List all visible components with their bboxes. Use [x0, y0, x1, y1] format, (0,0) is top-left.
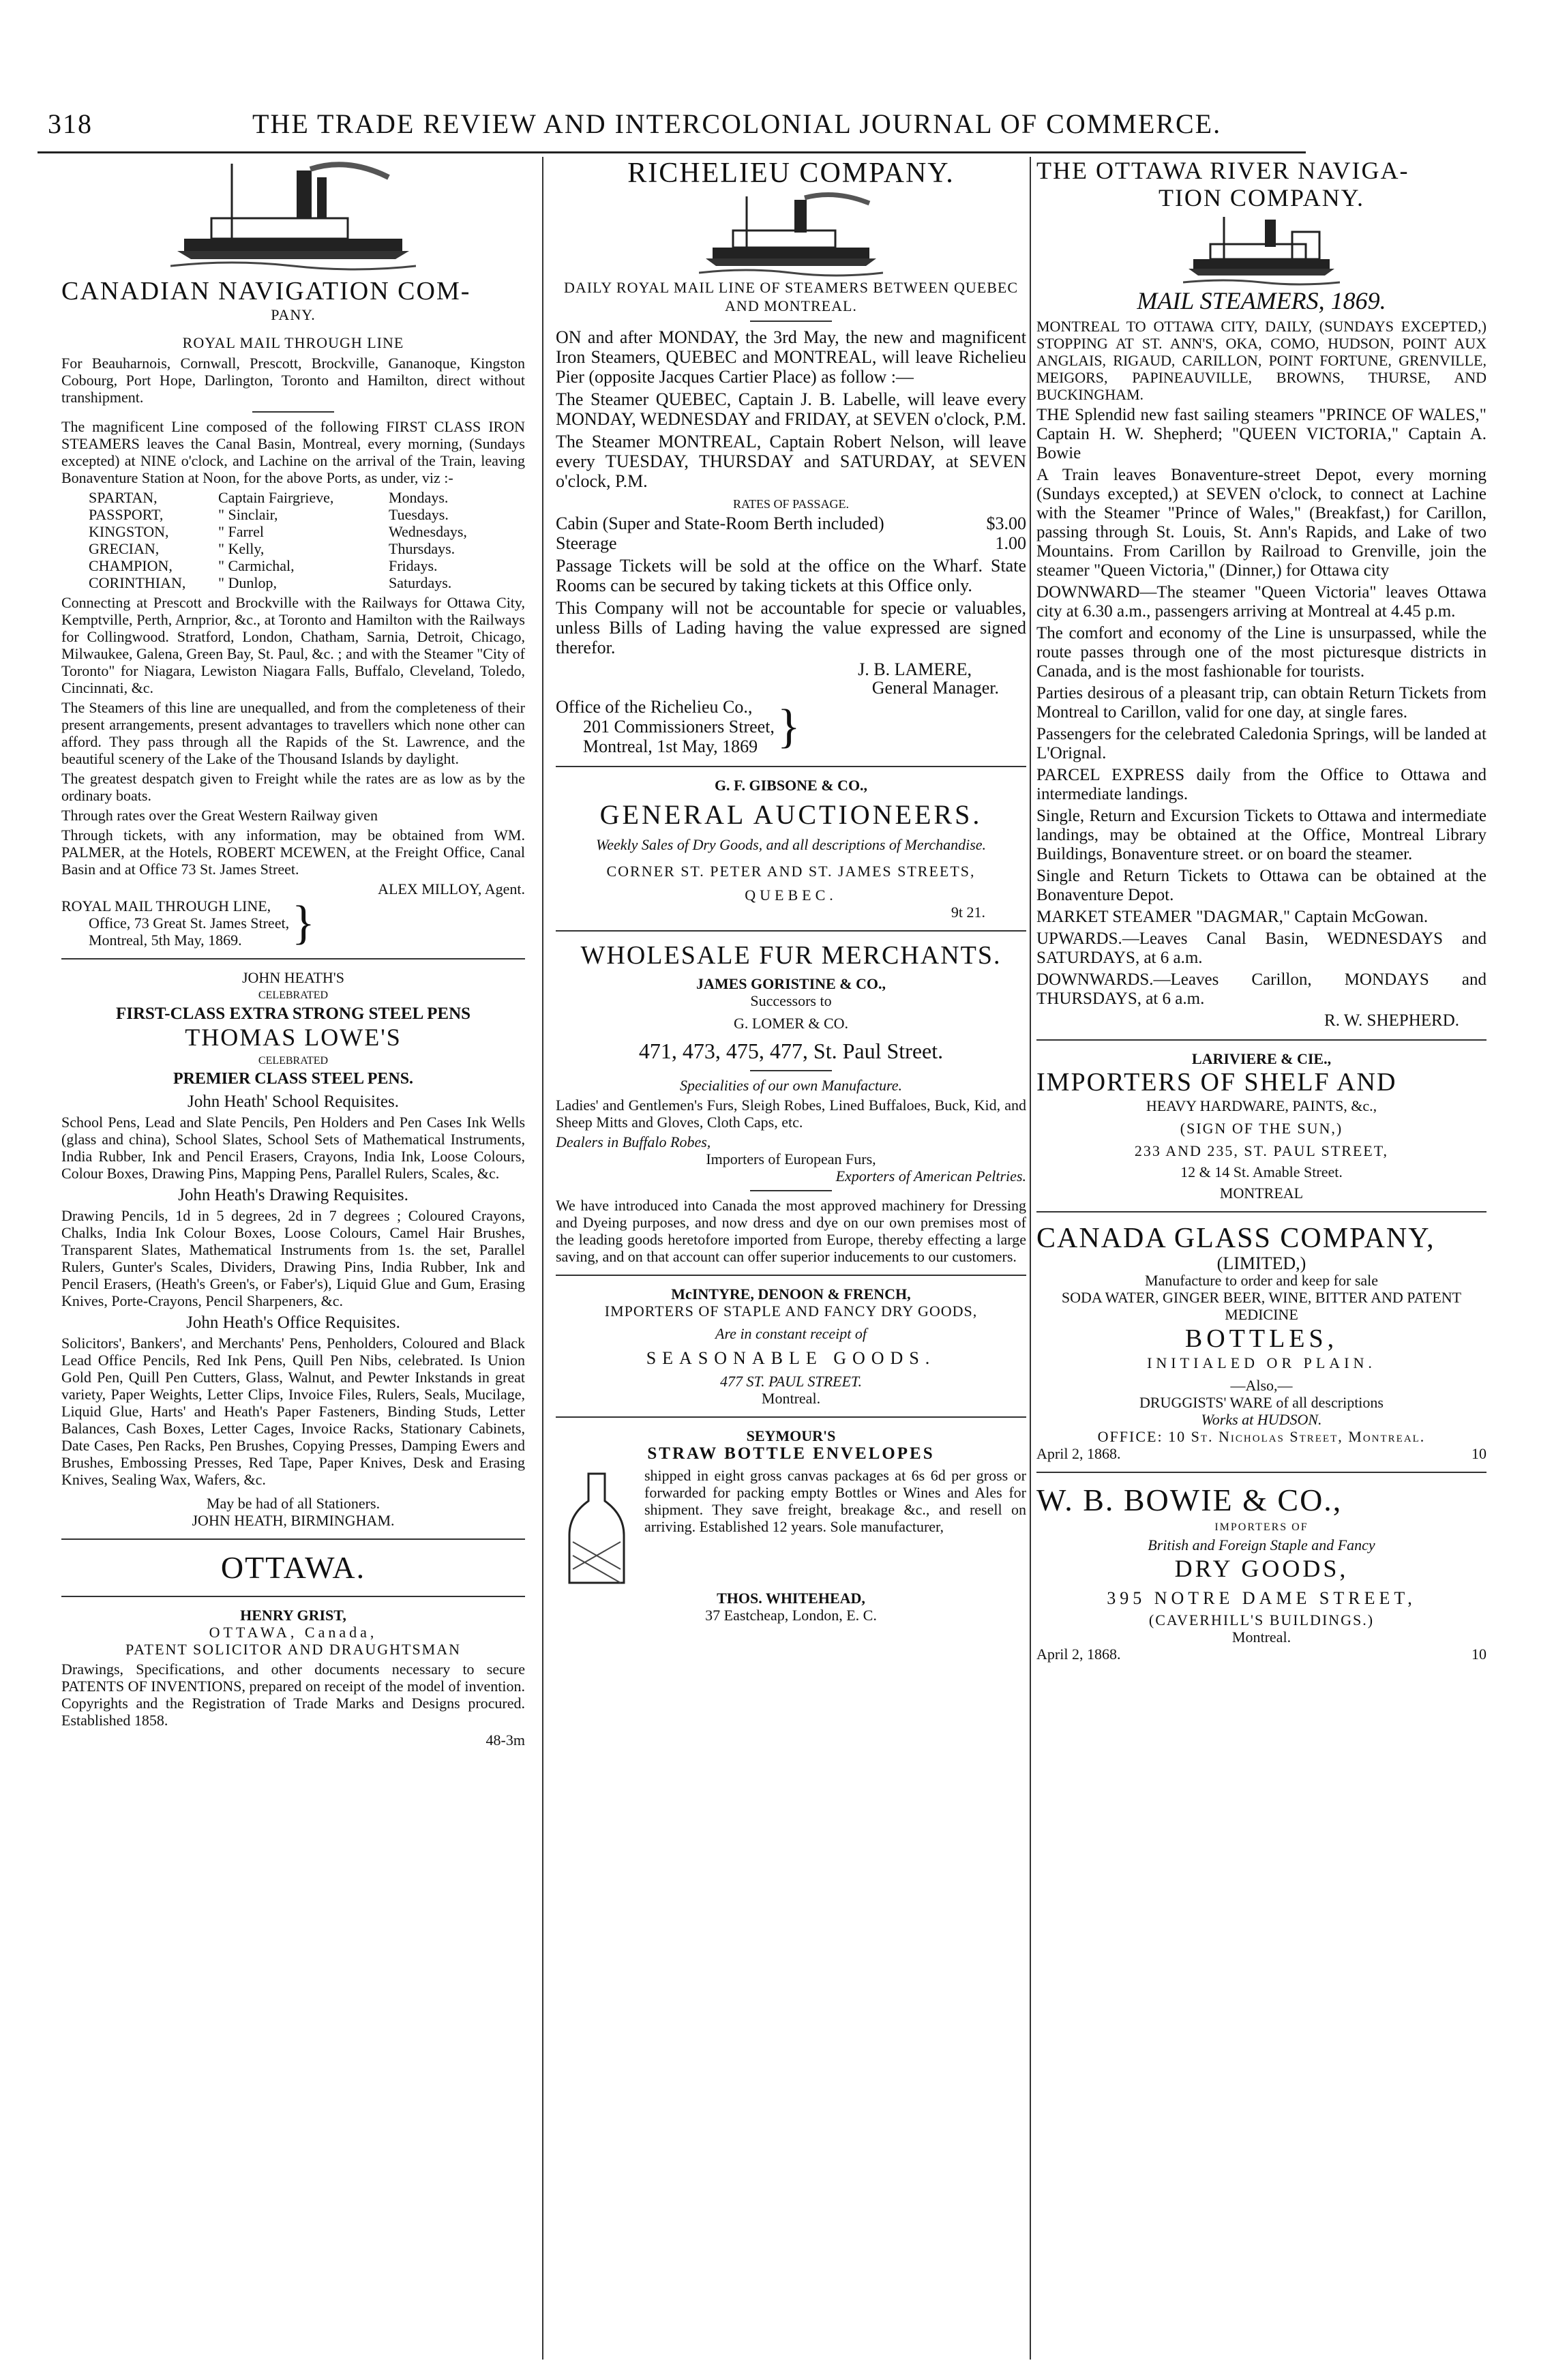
- grist-name: HENRY GRIST,: [240, 1607, 346, 1624]
- steamer-row: KINGSTON, " Farrel Wednesdays,: [89, 523, 467, 540]
- richelieu-sub: DAILY ROYAL MAIL LINE OF STEAMERS BETWEEN QUEBEC AND MONTREAL.: [563, 279, 1019, 314]
- fur-successors: Successors to: [750, 992, 832, 1009]
- ottawa-river-p1: THE Splendid new fast sailing steamers "PRINCE OF WALES," Captain H. W. Shepherd; "QUEEN VICTORIA," Captain A. Bowie: [1036, 406, 1486, 462]
- bowie-address: 395 NOTRE DAME STREET,: [1107, 1588, 1416, 1608]
- heath-address: JOHN HEATH, BIRMINGHAM.: [192, 1512, 395, 1529]
- glass-ware: DRUGGISTS' WARE of all descriptions: [1139, 1394, 1384, 1411]
- bowie-date: April 2, 1868.: [1036, 1646, 1121, 1663]
- ottawa-river-p5: Parties desirous of a pleasant trip, can obtain Return Tickets from Montreal to Carillon, valid for one day, at single fares.: [1036, 684, 1486, 722]
- ottawa-river-p6: Passengers for the celebrated Caledonia Springs, will be landed at L'Orignal.: [1036, 725, 1486, 762]
- section-rule: [556, 1275, 1026, 1276]
- seymour-text: shipped in eight gross canvas packages at 6s 6d per gross or forwarded for packing empty Bottles or Wines and Ales for shipment. They save freight, breakage &c., and resell on arriving. Established 12 years. Sole manufacturer,: [644, 1467, 1026, 1535]
- ottawa-river-p12: DOWNWARDS.—Leaves Carillon, MONDAYS and THURSDAYS, at 6 a.m.: [1036, 970, 1486, 1008]
- fur-goods: Ladies' and Gentlemen's Furs, Sleigh Robes, Lined Buffaloes, Buck, Kid, and Sheep Mitts and Gloves, Cloth Caps, etc.: [556, 1097, 1026, 1131]
- lariviere-sign: (SIGN OF THE SUN,): [1180, 1120, 1343, 1137]
- bowie-goods: DRY GOODS,: [1174, 1555, 1349, 1582]
- fur-importers: Importers of European Furs,: [706, 1150, 876, 1167]
- section-rule: [61, 1538, 525, 1540]
- heath-drawing-heading: John Heath's Drawing Requisites.: [178, 1186, 408, 1204]
- richelieu-p2: The Steamer QUEBEC, Captain J. B. Labelle, will leave every MONDAY, WEDNESDAY and FRIDAY, at SEVEN o'clock, P.M.: [556, 389, 1026, 429]
- short-rule: [750, 321, 832, 322]
- glass-office: OFFICE: 10 St. Nicholas Street, Montreal.: [1097, 1428, 1426, 1445]
- lariviere-firm: LARIVIERE & CIE.,: [1191, 1050, 1332, 1067]
- column-divider-2: [1030, 157, 1031, 2360]
- steamer-row: PASSPORT, " Sinclair, Tuesdays.: [89, 506, 449, 523]
- running-head: [48, 102, 1330, 143]
- rate-row-steerage: Steerage 1.00: [556, 533, 1026, 553]
- grist-trade: PATENT SOLICITOR AND DRAUGHTSMAN: [125, 1641, 462, 1658]
- heath-stationers: May be had of all Stationers.: [206, 1495, 380, 1512]
- section-rule: [556, 930, 1026, 932]
- canadian-signature: ALEX MILLOY, Agent.: [378, 880, 525, 897]
- rate-row-cabin: Cabin (Super and State-Room Berth included) $3.00: [556, 514, 1026, 533]
- grist-place: OTTAWA, Canada,: [209, 1624, 378, 1641]
- lariviere-title: IMPORTERS OF SHELF AND: [1036, 1068, 1397, 1097]
- glass-title: CANADA GLASS COMPANY,: [1036, 1223, 1435, 1254]
- ottawa-river-p4: The comfort and economy of the Line is unsurpassed, while the route passes through one of the most picturesque districts in Canada, and is the most fashionable for tourists.: [1036, 624, 1486, 681]
- mcintyre-name: McINTYRE, DENOON & FRENCH,: [671, 1285, 911, 1303]
- gibsone-ref: 9t 21.: [951, 904, 985, 921]
- bowie-building: (CAVERHILL'S BUILDINGS.): [1148, 1611, 1375, 1628]
- canadian-connecting: Connecting at Prescott and Brockville with the Railways for Ottawa City, Kemptville, Perth, Arnprior, &c., at Toronto and Hamilton with the Railways for Collingwood. Stratford, London, Chatham, Sarnia, Detroit, Chicago, Milwaukee, Galena, Green Bay, St. Paul, &c. ; and with the Steamer "City of Toronto" for Niagara, Lewiston Niagara Falls, Buffalo, Cleveland, Toledo, Cincinnati, &c.: [61, 594, 525, 696]
- glass-ref: 10: [1471, 1445, 1486, 1462]
- mcintyre-trade: IMPORTERS OF STAPLE AND FANCY DRY GOODS,: [604, 1303, 978, 1320]
- steamer-row: GRECIAN, " Kelly, Thursdays.: [89, 540, 455, 557]
- gibsone-sub: Weekly Sales of Dry Goods, and all descriptions of Merchandise.: [595, 836, 987, 853]
- ottawa-river-p3: DOWNWARD—The steamer "Queen Victoria" leaves Ottawa city at 6.30 a.m., passengers arriving at Montreal at 4.45 p.m.: [1036, 583, 1486, 621]
- canadian-through-rates: Through rates over the Great Western Railway given: [61, 807, 378, 824]
- seymour-body: [556, 1467, 1026, 1535]
- fur-previous: G. LOMER & CO.: [733, 1015, 849, 1032]
- steamer-row: SPARTAN, Captain Fairgrieve, Mondays.: [89, 489, 449, 506]
- ottawa-river-p2: A Train leaves Bonaventure-street Depot, every morning (Sundays excepted,) at SEVEN o'clock, to connect at Lachine with the Steamer "Prince of Wales," (Breakfast,) for Carillon, passing through St. Louis, St. Ann's Rapids, and Lake of two Mountains. From Carillon by Railroad to Grenville, join the steamer "Queen Victoria," (Dinner,) for Ottawa city: [1036, 466, 1486, 580]
- section-rule: [1036, 1472, 1486, 1473]
- canadian-steamers-text: The Steamers of this line are unequalled, and from the completeness of their present arrangements, present advantages to travellers which none other can afford. They pass through all the Rapids of the St. Lawrence, and the beautiful scenery of the Lake of the Thousand Islands by daylight.: [61, 699, 525, 767]
- richelieu-p3: The Steamer MONTREAL, Captain Robert Nelson, will leave every TUESDAY, THURSDAY and SATURDAY, at SEVEN o'clock, P.M.: [556, 432, 1026, 491]
- journal-title: THE TRADE REVIEW AND INTERCOLONIAL JOURNAL OF COMMERCE.: [252, 108, 1222, 139]
- fur-text: We have introduced into Canada the most approved machinery for Dressing and Dyeing purposes, and now dress and dye on our own premises most of the leading goods heretofore imported from Europe, thereby effecting a large saving, and on that account can offer superior inducements to our customers.: [556, 1197, 1026, 1265]
- canadian-title: CANADIAN NAVIGATION COM-: [61, 277, 471, 306]
- column-1: [61, 157, 525, 2360]
- gibsone-addr: CORNER ST. PETER AND ST. JAMES STREETS,: [606, 863, 976, 880]
- fur-firm: JAMES GORISTINE & CO.,: [696, 975, 886, 992]
- fur-exporters: Exporters of American Peltries.: [835, 1167, 1026, 1185]
- glass-date-row: [1036, 1445, 1486, 1462]
- canadian-subtitle: ROYAL MAIL THROUGH LINE: [182, 334, 404, 351]
- seymour-address: 37 Eastcheap, London, E. C.: [705, 1607, 877, 1624]
- ottawa-river-p7: PARCEL EXPRESS daily from the Office to Ottawa and intermediate landings.: [1036, 766, 1486, 803]
- lowe-pens: PREMIER CLASS STEEL PENS.: [173, 1070, 414, 1088]
- richelieu-office: Office of the Richelieu Co., 201 Commissioners Street, Montreal, 1st May, 1869 }: [556, 697, 801, 756]
- canadian-intro: The magnificent Line composed of the following FIRST CLASS IRON STEAMERS leaves the Canal Basin, Montreal, every morning, (Sundays excepted) at NINE o'clock, and Lachine on the arrival of the Train, leaving Bonaventure Station at Noon, for the above Ports, as under, viz :-: [61, 418, 525, 486]
- glass-date: April 2, 1868.: [1036, 1445, 1121, 1462]
- ottawa-river-route: MONTREAL TO OTTAWA CITY, DAILY, (SUNDAYS EXCEPTED,) STOPPING AT ST. ANN'S, OKA, COMO, HUDSON, POINT AUX ANGLAIS, RIGAUD, CARILLON, POINT FORTUNE, GRENVILLE, MEIGORS, PAPINEAUVILLE, BROWNS, THURSE, AND BUCKINGHAM.: [1036, 318, 1486, 403]
- steamer-row: CHAMPION, " Carmichal, Fridays.: [89, 557, 438, 574]
- richelieu-sig2: General Manager.: [871, 678, 999, 698]
- ottawa-river-signature: R. W. SHEPHERD.: [1324, 1011, 1459, 1030]
- header-rule: [38, 151, 1306, 153]
- seymour-title: STRAW BOTTLE ENVELOPES: [647, 1444, 935, 1463]
- steamship-icon: [699, 190, 883, 278]
- heath-name: JOHN HEATH'S: [241, 969, 345, 986]
- ottawa-river-mail: MAIL STEAMERS, 1869.: [1137, 287, 1386, 314]
- section-rule: [556, 1416, 1026, 1418]
- heath-office-heading: John Heath's Office Requisites.: [186, 1313, 400, 1332]
- brace: }: [777, 700, 801, 753]
- section-rule: [61, 958, 525, 960]
- ottawa-river-title: THE OTTAWA RIVER NAVIGA-: [1036, 157, 1409, 184]
- column-divider-1: [542, 157, 543, 2360]
- page-number: 318: [48, 108, 93, 139]
- mcintyre-receipt: Are in constant receipt of: [715, 1325, 867, 1342]
- canadian-title-2: PANY.: [271, 306, 316, 323]
- mcintyre-city: Montreal.: [761, 1390, 821, 1407]
- glass-plain: INITIALED OR PLAIN.: [1147, 1354, 1376, 1371]
- lariviere-addr-2: 12 & 14 St. Amable Street.: [1180, 1163, 1343, 1180]
- glass-bottles: BOTTLES,: [1184, 1324, 1339, 1353]
- heath-office-text: Solicitors', Bankers', and Merchants' Pens, Penholders, Coloured and Black Lead Office Pencils, Red Ink Pens, Quill Pen Nibs, celebrated. Is Union Gold Pen, Quill Pen Cutters, Glass, Walnut, and Pewter Inkstands in great variety, Paper Weights, Letter Clips, Invoice Files, Rulers, Seals, Mucilage, Liquid Glue, Harts' and Heath's Paper Fasteners, Binding Studs, Letter Balances, Cash Boxes, Letter Cages, Invoice Racks, Stationary Cabinets, Date Cases, Pen Racks, Pen Brushes, Copying Presses, Damping Ewers and Brushes, Embossing Presses, Red Tape, Paper Knives, Desk and Erasing Knives, Sealing Wax, Wafers, &c.: [61, 1335, 525, 1488]
- gibsone-city: QUEBEC.: [745, 887, 837, 904]
- steamer-row: CORINTHIAN, " Dunlop, Saturdays.: [89, 574, 452, 591]
- bowie-city: Montreal.: [1231, 1628, 1291, 1646]
- brace: }: [292, 896, 315, 949]
- heath-school-heading: John Heath' School Requisites.: [187, 1092, 400, 1111]
- heath-school-text: School Pens, Lead and Slate Pencils, Pen Holders and Pen Cases Ink Wells (glass and china), School Slates, School Sets of Mathematical Instruments, India Rubber, Ink and Pencil Erasers, Crayons, India Ink, Loose Colours, Colour Boxes, Drawing Pins, Mapping Pens, Parallel Rulers, Scales, &c.: [61, 1114, 525, 1182]
- glass-limited: (LIMITED,): [1216, 1253, 1306, 1273]
- column-3: [1036, 157, 1486, 2360]
- bowie-title: W. B. BOWIE & CO.,: [1036, 1483, 1343, 1517]
- section-rule: [1036, 1039, 1486, 1041]
- glass-works: Works at HUDSON.: [1201, 1411, 1322, 1428]
- ottawa-river-p10: MARKET STEAMER "DAGMAR," Captain McGowan.: [1036, 908, 1429, 926]
- richelieu-title: RICHELIEU COMPANY.: [627, 158, 955, 189]
- bowie-ref: 10: [1471, 1646, 1486, 1663]
- grist-ref: 48-3m: [485, 1731, 525, 1749]
- seymour-maker: THOS. WHITEHEAD,: [717, 1590, 865, 1607]
- steamship-icon: [1183, 211, 1340, 286]
- lariviere-addr: 233 AND 235, ST. PAUL STREET,: [1134, 1142, 1389, 1159]
- lowe-celebrated: CELEBRATED: [258, 1055, 329, 1067]
- ottawa-river-title-2: TION COMPANY.: [1158, 184, 1365, 211]
- section-rule: [61, 1596, 525, 1597]
- fur-title: WHOLESALE FUR MERCHANTS.: [580, 941, 1002, 970]
- glass-also: —Also,—: [1230, 1377, 1293, 1394]
- ottawa-river-p11: UPWARDS.—Leaves Canal Basin, WEDNESDAYS and SATURDAYS, at 6 a.m.: [1036, 929, 1486, 967]
- glass-items: SODA WATER, GINGER BEER, WINE, BITTER AND PATENT MEDICINE: [1061, 1289, 1462, 1323]
- fur-dealers: Dealers in Buffalo Robes,: [556, 1133, 711, 1150]
- glass-manufacture: Manufacture to order and keep for sale: [1144, 1272, 1379, 1289]
- short-rule: [750, 1070, 832, 1071]
- steamship-icon: [170, 157, 416, 273]
- section-rule: [556, 766, 1026, 767]
- fur-speciality: Specialities of our own Manufacture.: [679, 1077, 903, 1094]
- canadian-office: ROYAL MAIL THROUGH LINE, Office, 73 Great St. James Street, Montreal, 5th May, 1869. }: [61, 896, 315, 949]
- richelieu-p4: Passage Tickets will be sold at the office on the Wharf. State Rooms can be secured by taking tickets at this Office only.: [556, 556, 1026, 595]
- bowie-importers: IMPORTERS OF: [1214, 1521, 1309, 1533]
- mcintyre-address: 477 ST. PAUL STREET.: [719, 1373, 863, 1390]
- richelieu-p5: This Company will not be accountable for specie or valuables, unless Bills of Lading having the value expressed are signed therefor.: [556, 598, 1026, 657]
- short-rule: [252, 411, 334, 413]
- canadian-freight: The greatest despatch given to Freight while the rates are as low as by the ordinary boats.: [61, 770, 525, 804]
- heath-pens: FIRST-CLASS EXTRA STRONG STEEL PENS: [115, 1005, 471, 1023]
- bowie-staple: British and Foreign Staple and Fancy: [1148, 1536, 1375, 1553]
- canadian-tickets: Through tickets, with any information, may be obtained from WM. PALMER, at the Hotels, ROBERT MCEWEN, at the Freight Office, Canal Basin and at Office 73 St. James Street.: [61, 827, 525, 878]
- seymour-name: SEYMOUR'S: [746, 1427, 836, 1444]
- lariviere-title-2: HEAVY HARDWARE, PAINTS, &c.,: [1146, 1097, 1377, 1114]
- short-rule: [750, 1190, 832, 1191]
- grist-text: Drawings, Specifications, and other documents necessary to secure PATENTS OF INVENTIONS, prepared on receipt of the model of invention. Copyrights and the Registration of Trade Marks and Designs procured. Established 1858.: [61, 1661, 525, 1729]
- mcintyre-goods: SEASONABLE GOODS.: [646, 1348, 936, 1368]
- richelieu-sig1: J. B. LAMERE,: [858, 659, 972, 679]
- column-2: [556, 157, 1026, 2360]
- gibsone-title: GENERAL AUCTIONEERS.: [599, 799, 983, 830]
- ottawa-river-p8: Single, Return and Excursion Tickets to Ottawa and intermediate landings, may be obtained at the Office, Montreal Library Buildings, Bonaventure street. or on board the steamer.: [1036, 807, 1486, 863]
- ottawa-river-p9: Single and Return Tickets to Ottawa can be obtained at the Bonaventure Depot.: [1036, 867, 1486, 904]
- heath-drawing-text: Drawing Pencils, 1d in 5 degrees, 2d in 7 degrees ; Coloured Crayons, Chalks, India Ink Colour Boxes, Loose Colours, Camel Hair Brushes, Transparent Slates, Mathematical Instruments from 1s. the set, Parallel Rulers, Gunter's Scales, Dividers, Drawing Pins, India Rubber, Ink and Pencil Erasers, (Heath's Green's, or Faber's), Liquid Glue and Gum, Erasing Knives, Porte-Crayons, Pencil Sharpeners, &c.: [61, 1207, 525, 1309]
- fur-address: 471, 473, 475, 477, St. Paul Street.: [638, 1039, 944, 1063]
- bottle-envelope-icon: [556, 1467, 638, 1590]
- section-rule: [1036, 1211, 1486, 1213]
- heath-celebrated: CELEBRATED: [258, 990, 329, 1001]
- ottawa-title: OTTAWA.: [220, 1550, 366, 1585]
- lariviere-city: MONTREAL: [1219, 1185, 1304, 1202]
- rates-heading: RATES OF PASSAGE.: [733, 497, 849, 511]
- gibsone-name: G. F. GIBSONE & CO.,: [714, 777, 868, 794]
- bowie-date-row: [1036, 1646, 1486, 1663]
- richelieu-p1: ON and after MONDAY, the 3rd May, the new and magnificent Iron Steamers, QUEBEC and MONTREAL, will leave Richelieu Pier (opposite Jacques Cartier Place) as follow :—: [556, 327, 1026, 387]
- canadian-route: For Beauharnois, Cornwall, Prescott, Brockville, Gananoque, Kingston Cobourg, Port Hope, Darlington, Toronto and Hamilton, direct without transhipment.: [61, 355, 525, 406]
- lowe-name: THOMAS LOWE'S: [185, 1024, 402, 1051]
